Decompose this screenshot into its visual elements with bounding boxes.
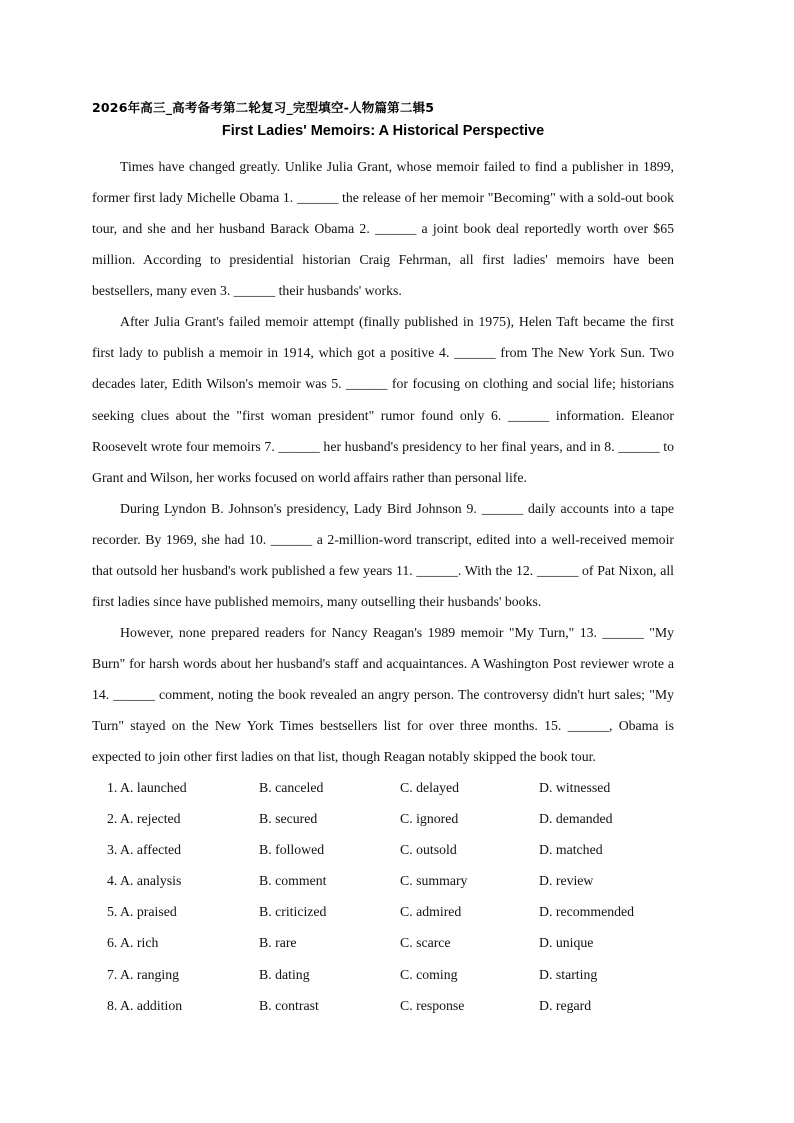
option-c: C. response (400, 997, 465, 1013)
passage-paragraph-3: During Lyndon B. Johnson's presidency, Lady Bird Johnson 9. ______ daily accounts into a tape recorder. By 1969, she had 10. ______ a 2-million-word transcript, edited into a well-received memoir that outsold her husband's work published a few years 11. ______. With the 12. ______ of Pat Nixon, all first ladies since have published memoirs, many outselling their husbands' books. (92, 500, 674, 609)
question-options-3 (107, 839, 707, 870)
option-d: D. regard (539, 997, 592, 1013)
question-options-5 (107, 901, 707, 932)
option-d: D. recommended (539, 904, 635, 920)
answer-options (107, 777, 707, 1026)
worksheet-header: 2026年高三_高考备考第二轮复习_完型填空-人物篇第二辑5 (92, 100, 435, 115)
question-options-7 (107, 964, 707, 995)
option-a: 7. A. ranging (107, 966, 180, 982)
option-c: C. outsold (400, 842, 457, 858)
option-d: D. review (539, 873, 594, 889)
option-a: 8. A. addition (107, 997, 183, 1013)
option-b: B. contrast (259, 997, 319, 1013)
option-a: 6. A. rich (107, 935, 159, 951)
option-b: B. secured (259, 811, 318, 827)
option-d: D. matched (539, 842, 603, 858)
option-b: B. followed (259, 842, 325, 858)
option-b: B. rare (259, 935, 297, 951)
passage-paragraph-4: However, none prepared readers for Nancy Reagan's 1989 memoir "My Turn," 13. ______ "My Burn" for harsh words about her husband's staff and acquaintances. A Washington Post reviewer wrote a 14. ______ comment, noting the book revealed an angry person. The controversy didn't hurt sales; "My Turn" stayed on the New York Times bestsellers list for over three months. 15. ______, Obama is expected to join other first ladies on that list, though Reagan notably skipped the book tour. (92, 624, 674, 765)
option-c: C. delayed (400, 780, 460, 795)
passage-paragraph-2: After Julia Grant's failed memoir attempt (finally published in 1975), Helen Taft became the first first lady to publish a memoir in 1914, which got a positive 4. ______ from The New York Sun. Two decades later, Edith Wilson's memoir was 5. ______ for focusing on clothing and social life; historians seeking clues about the "first woman president" rumor found only 6. ______ information. Eleanor Roosevelt wrote four memoirs 7. ______ her husband's presidency to her final years, and in 8. ______ to Grant and Wilson, her works focused on world affairs rather than personal life. (92, 314, 674, 485)
option-b: B. comment (259, 873, 327, 889)
option-b: B. dating (259, 966, 310, 982)
option-c: C. summary (400, 873, 468, 889)
passage-paragraph-1: Times have changed greatly. Unlike Julia Grant, whose memoir failed to find a publisher in 1899, former first lady Michelle Obama 1. ______ the release of her memoir "Becoming" with a sold-out book tour, and she and her husband Barack Obama 2. ______ a joint book deal reportedly worth over $65 million. According to presidential historian Craig Fehrman, all first ladies' memoirs have been bestsellers, many even 3. ______ their husbands' works. (92, 159, 674, 299)
question-options-4 (107, 870, 707, 901)
article-title: First Ladies' Memoirs: A Historical Perspective (221, 123, 545, 139)
option-b: B. canceled (259, 780, 324, 795)
question-options-2 (107, 808, 707, 839)
option-c: C. admired (400, 904, 462, 920)
option-c: C. scarce (400, 935, 451, 951)
cloze-passage (92, 151, 674, 772)
option-a: 1. A. launched (107, 780, 187, 795)
question-options-8 (107, 995, 707, 1026)
option-d: D. unique (539, 935, 594, 951)
option-a: 3. A. affected (107, 842, 182, 858)
question-options-6 (107, 932, 707, 963)
option-a: 5. A. praised (107, 904, 177, 920)
option-a: 4. A. analysis (107, 873, 182, 889)
option-c: C. coming (400, 966, 458, 982)
option-d: D. witnessed (539, 780, 611, 795)
option-a: 2. A. rejected (107, 811, 181, 827)
option-d: D. demanded (539, 811, 613, 827)
option-c: C. ignored (400, 811, 459, 827)
option-b: B. criticized (259, 904, 327, 920)
option-d: D. starting (539, 966, 598, 982)
question-options-1 (107, 777, 707, 808)
